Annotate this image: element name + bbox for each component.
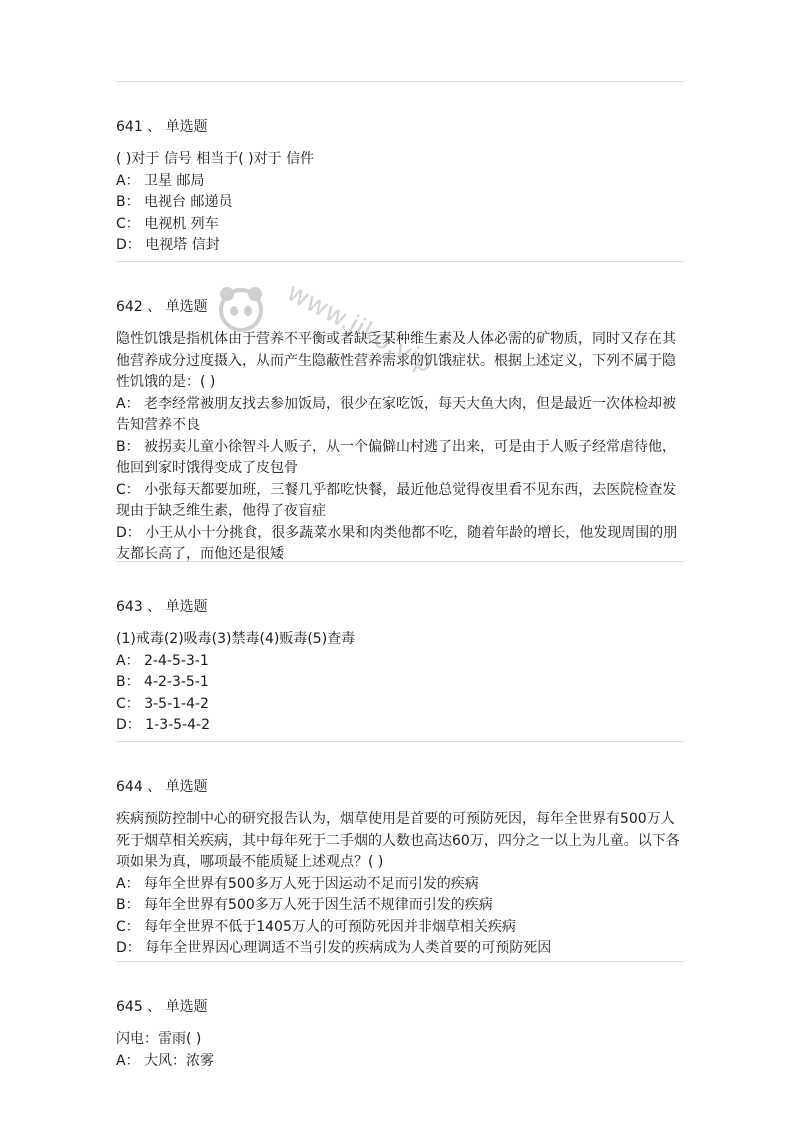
question-644 <box>116 777 684 960</box>
question-number: 643 、 单选题 <box>116 599 208 615</box>
question-641 <box>116 117 684 257</box>
watermark-text: www.jiko.vip <box>281 277 439 380</box>
option-d: D： 电视塔 信封 <box>116 237 220 253</box>
option-b: B： 每年全世界有500多万人死于因生活不规律而引发的疾病 <box>116 897 493 913</box>
option-d: D： 小王从小十分挑食，很多蔬菜水果和肉类他都不吃，随着年龄的增长，他发现周围的朋友都长高了，而他还是很矮 <box>116 524 678 562</box>
question-body <box>116 629 684 737</box>
question-body <box>116 329 684 566</box>
option-c: C： 小张每天都要加班，三餐几乎都吃快餐，最近他总觉得夜里看不见东西，去医院检查发现由于缺乏维生素，他得了夜盲症 <box>116 481 677 519</box>
question-stem: 疾病预防控制中心的研究报告认为，烟草使用是首要的可预防死因，每年全世界有500万人死于烟草相关疾病，其中每年死于二手烟的人数也高达60万，四分之一以上为儿童。以下各项如果为真，哪项最不能质疑上述观点？( ) <box>116 811 680 870</box>
question-number: 645 、 单选题 <box>116 999 208 1015</box>
option-a: A： 2-4-5-3-1 <box>116 652 209 669</box>
option-d: D： 每年全世界因心理调适不当引发的疾病成为人类首要的可预防死因 <box>116 940 552 956</box>
option-c: C： 3-5-1-4-2 <box>116 695 209 712</box>
option-c: C： 每年全世界不低于1405万人的可预防死因并非烟草相关疾病 <box>116 918 516 935</box>
divider <box>116 561 684 562</box>
divider <box>116 741 684 742</box>
question-number: 641 、 单选题 <box>116 119 208 135</box>
option-a: A： 卫星 邮局 <box>116 172 205 189</box>
question-stem: 隐性饥饿是指机体由于营养不平衡或者缺乏某种维生素及人体必需的矿物质，同时又存在其他营养成分过度摄入，从而产生隐蔽性营养需求的饥饿症状。根据上述定义，下列不属于隐性饥饿的是：( ) <box>116 331 676 390</box>
option-b: B： 被拐卖儿童小徐智斗人贩子，从一个偏僻山村逃了出来，可是由于人贩子经常虐待他，他回到家时饿得变成了皮包骨 <box>116 438 677 476</box>
question-stem: 闪电：雷雨( ) <box>116 1031 202 1047</box>
option-b: B： 4-2-3-5-1 <box>116 674 209 690</box>
question-body <box>116 149 684 257</box>
question-number: 642 、 单选题 <box>116 299 208 315</box>
divider <box>116 961 684 962</box>
divider <box>116 81 684 82</box>
option-c: C： 电视机 列车 <box>116 215 219 232</box>
question-stem: (1)戒毒(2)吸毒(3)禁毒(4)贩毒(5)查毒 <box>116 631 356 647</box>
option-a: A： 大风：浓雾 <box>116 1052 215 1069</box>
question-body <box>116 809 684 960</box>
divider <box>116 261 684 262</box>
question-642 <box>116 297 684 566</box>
question-body <box>116 1029 684 1072</box>
question-number: 644 、 单选题 <box>116 779 208 795</box>
option-d: D： 1-3-5-4-2 <box>116 717 210 733</box>
question-643 <box>116 597 684 737</box>
option-a: A： 老李经常被朋友找去参加饭局，很少在家吃饭，每天大鱼大肉，但是最近一次体检却被告知营养不良 <box>116 395 677 433</box>
question-stem: ( )对于 信号 相当于( )对于 信件 <box>116 151 315 167</box>
option-a: A： 每年全世界有500多万人死于因运动不足而引发的疾病 <box>116 875 479 892</box>
option-b: B： 电视台 邮递员 <box>116 194 233 210</box>
question-645 <box>116 997 684 1072</box>
